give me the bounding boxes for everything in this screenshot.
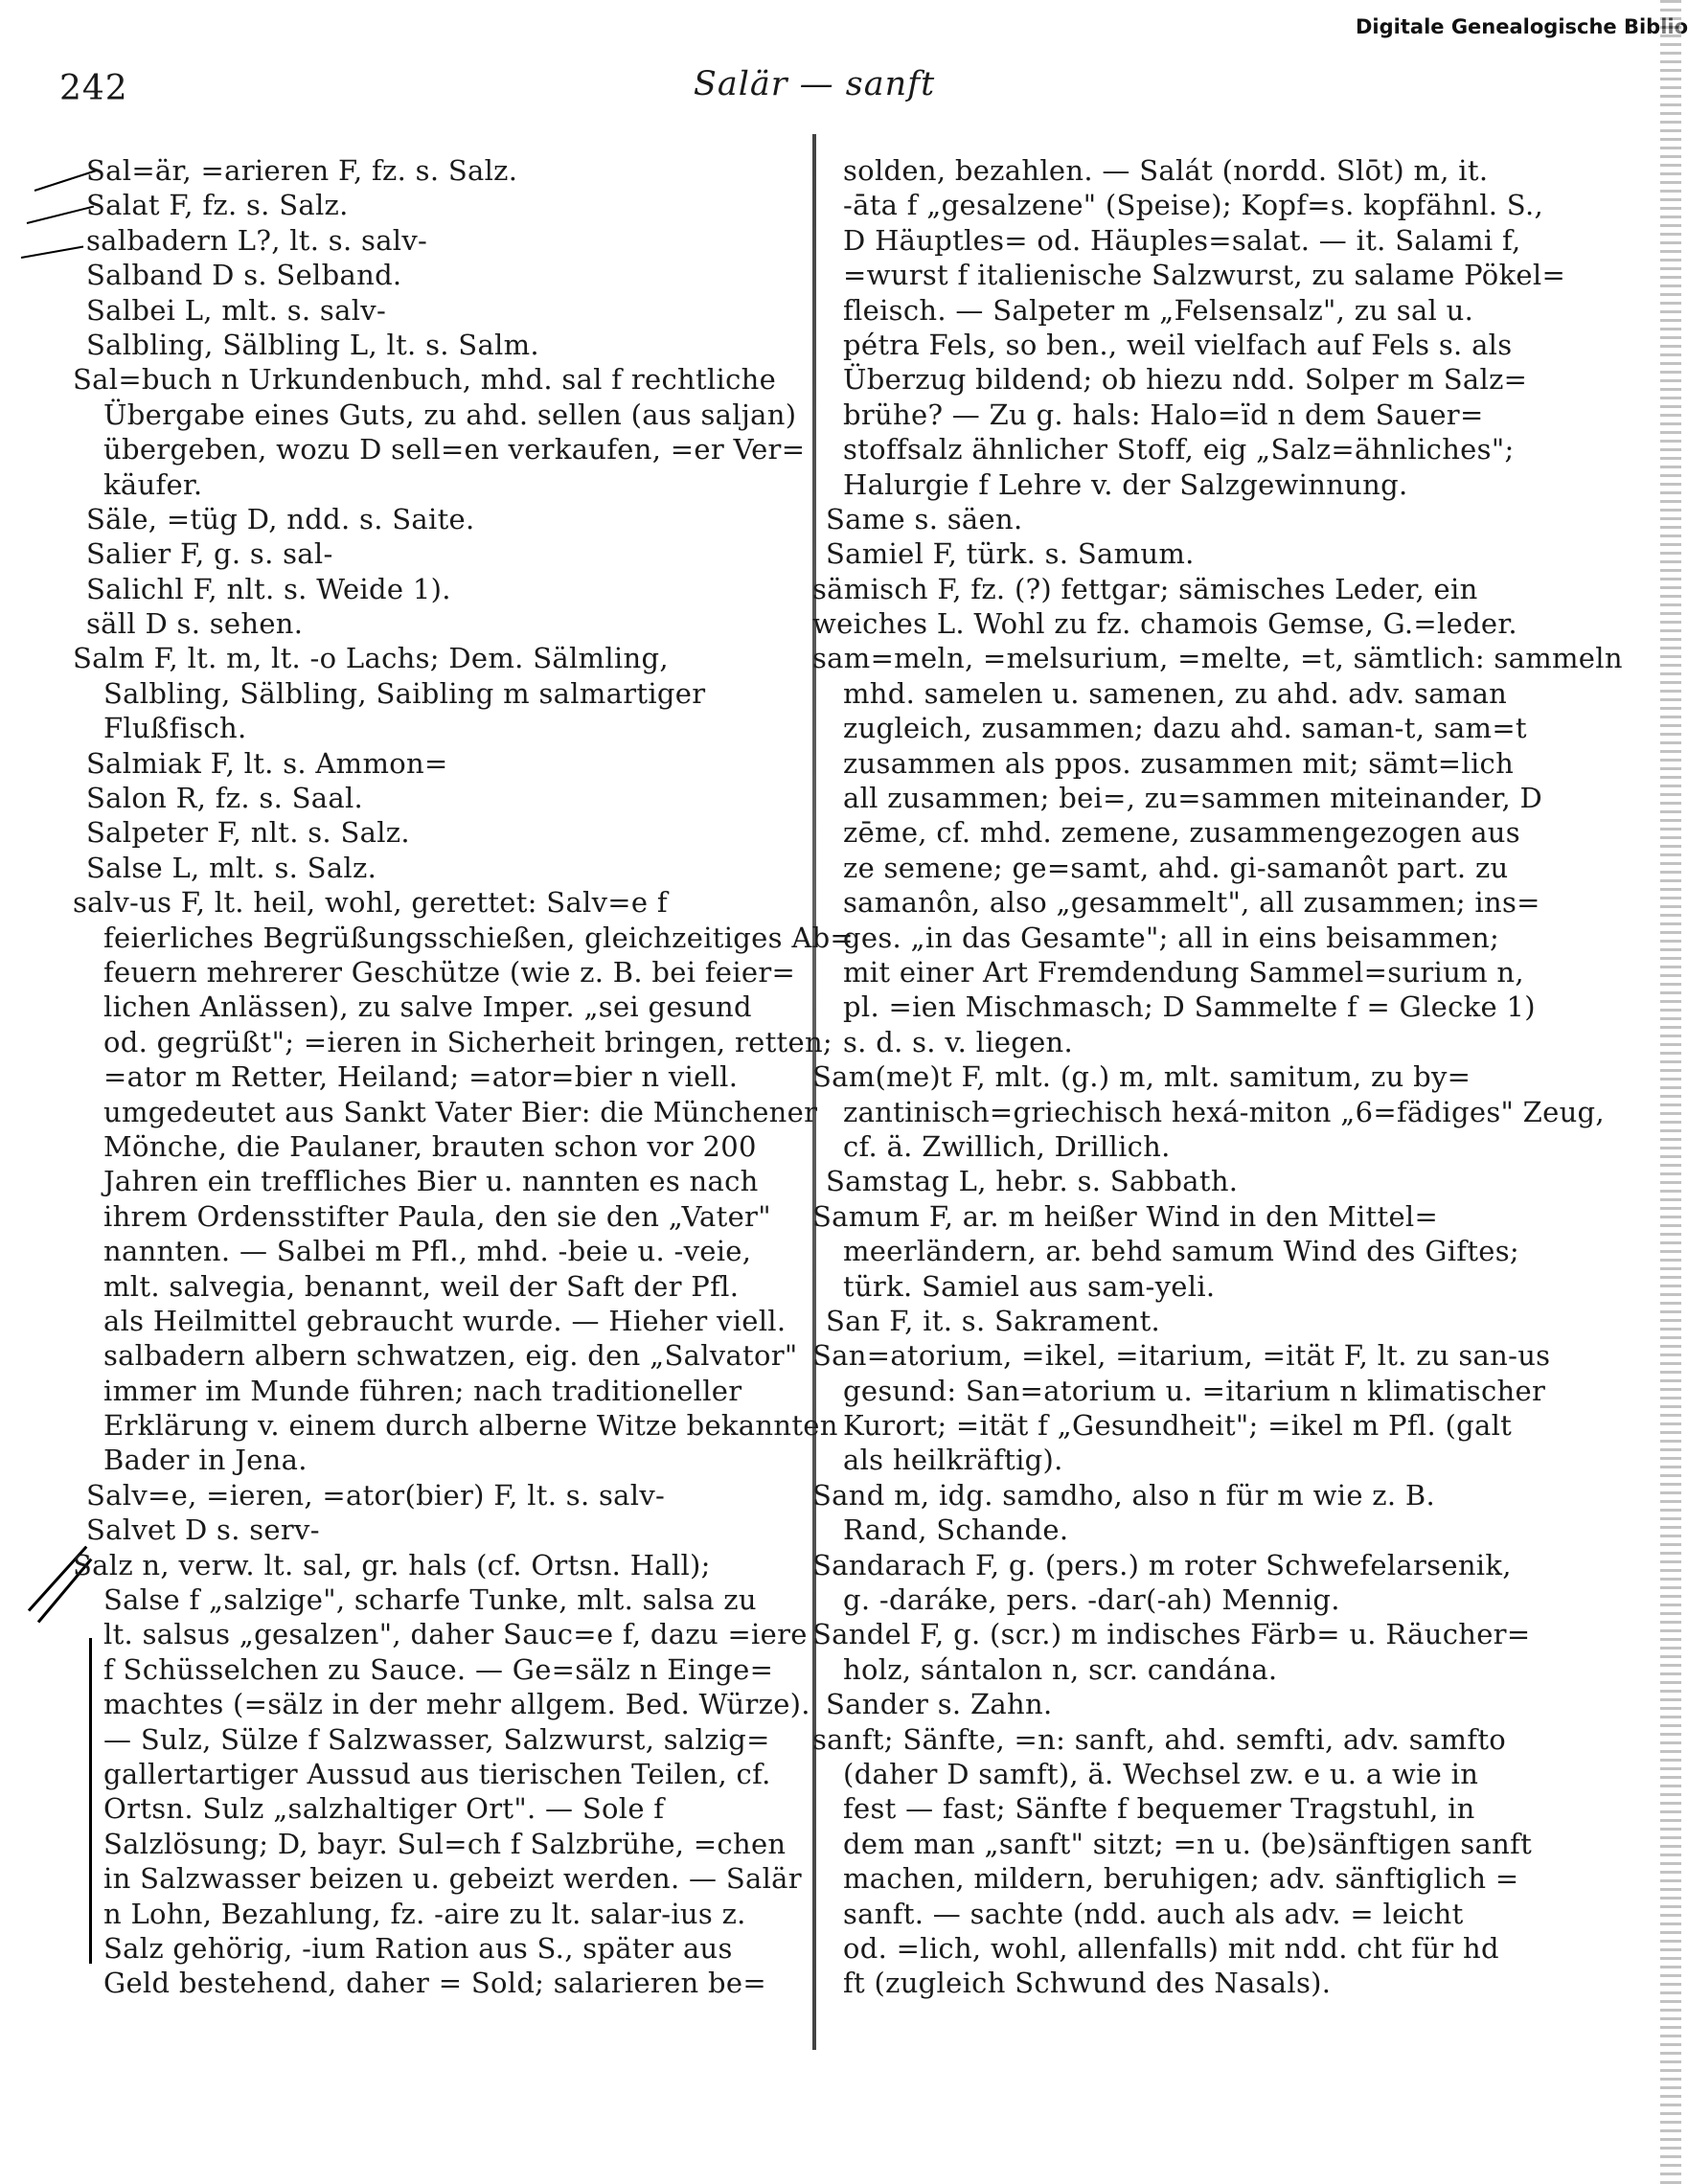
text-line: Halurgie f Lehre v. der Salzgewinnung.: [843, 467, 1408, 501]
text-line: Salbling, Sälbling, Saibling m salmartiger: [103, 676, 706, 710]
text-line: feierliches Begrüßungsschießen, gleichzeitiges Ab=: [103, 921, 855, 954]
library-watermark: Digitale Genealogische Biblio: [1356, 15, 1688, 38]
text-line: salv-us F, lt. heil, wohl, gerettet: Salv=e f: [73, 886, 668, 920]
text-line: Übergabe eines Guts, zu ahd. sellen (aus saljan): [103, 398, 797, 431]
text-line: Salon R, fz. s. Saal.: [86, 782, 364, 815]
text-line: immer im Munde führen; nach traditioneller: [103, 1374, 742, 1407]
text-line: Erklärung v. einem durch alberne Witze bekannten: [103, 1409, 838, 1443]
text-line: Sandel F, g. (scr.) m indisches Färb= u. Räucher=: [812, 1618, 1531, 1651]
text-line: umgedeutet aus Sankt Vater Bier: die Münchener: [103, 1095, 818, 1128]
text-line: Salvet D s. serv-: [86, 1513, 320, 1547]
text-line: Salier F, g. s. sal-: [86, 537, 333, 571]
text-line: als heilkräftig).: [843, 1444, 1063, 1477]
text-line: Salz gehörig, -ium Ration aus S., später aus: [103, 1931, 733, 1965]
text-line: ze semene; ge=samt, ahd. gi-samanôt part. zu: [843, 851, 1509, 884]
text-line: als Heilmittel gebraucht wurde. — Hieher viell.: [103, 1304, 787, 1337]
text-line: samanôn, also „gesammelt", all zusammen; ins=: [843, 886, 1540, 920]
text-line: Salband D s. Selband.: [86, 259, 402, 292]
text-line: Salz n, verw. lt. sal, gr. hals (cf. Ortsn. Hall);: [73, 1548, 711, 1581]
text-line: Salichl F, nlt. s. Weide 1).: [86, 572, 451, 605]
text-line: Salse L, mlt. s. Salz.: [86, 851, 377, 884]
text-line: San=atorium, =ikel, =itarium, =ität F, lt. zu san-us: [812, 1339, 1551, 1373]
text-line: Sal=är, =arieren F, fz. s. Salz.: [86, 154, 518, 187]
text-line: mit einer Art Fremdendung Sammel=surium n,: [843, 955, 1524, 989]
text-line: solden, bezahlen. — Salát (nordd. Slōt) m, it.: [843, 154, 1489, 187]
text-line: übergeben, wozu D sell=en verkaufen, =er Ver=: [103, 433, 806, 466]
text-line: sämisch F, fz. (?) fettgar; sämisches Leder, ein: [812, 572, 1478, 605]
text-line: dem man „sanft" sitzt; =n u. (be)sänftigen sanft: [843, 1827, 1533, 1860]
text-line: stoffsalz ähnlicher Stoff, eig „Salz=ähnliches";: [843, 433, 1515, 466]
text-line: Flußfisch.: [103, 712, 247, 745]
text-line: Samum F, ar. m heißer Wind in den Mittel=: [812, 1199, 1439, 1233]
text-line: San F, it. s. Sakrament.: [826, 1304, 1161, 1337]
text-line: Sal=buch n Urkundenbuch, mhd. sal f rechtliche: [73, 363, 777, 397]
text-line: sam=meln, =melsurium, =melte, =t, sämtlich: sammeln: [812, 642, 1623, 675]
text-line: feuern mehrerer Geschütze (wie z. B. bei feier=: [103, 955, 796, 989]
text-line: nannten. — Salbei m Pfl., mhd. -beie u. -veie,: [103, 1235, 752, 1268]
text-line: -āta f „gesalzene" (Speise); Kopf=s. kopfähnl. S.,: [843, 189, 1543, 222]
text-line: Salzlösung; D, bayr. Sul=ch f Salzbrühe, =chen: [103, 1827, 787, 1860]
text-line: Rand, Schande.: [843, 1513, 1069, 1547]
text-line: ges. „in das Gesamte"; all in eins beisammen;: [843, 921, 1500, 954]
text-line: f Schüsselchen zu Sauce. — Ge=sälz n Einge=: [103, 1652, 774, 1686]
text-line: =wurst f italienische Salzwurst, zu salame Pökel=: [843, 259, 1566, 292]
text-line: lichen Anlässen), zu salve Imper. „sei gesund: [103, 990, 752, 1024]
text-line: sanft; Sänfte, =n: sanft, ahd. semfti, adv. samfto: [812, 1722, 1507, 1756]
text-line: Ortsn. Sulz „salzhaltiger Ort". — Sole f: [103, 1792, 665, 1826]
text-line: cf. ä. Zwillich, Drillich.: [843, 1129, 1171, 1163]
left-column: [73, 153, 855, 2031]
text-line: ft (zugleich Schwund des Nasals).: [843, 1967, 1332, 2000]
text-line: machtes (=sälz in der mehr allgem. Bed. Würze).: [103, 1688, 810, 1721]
text-line: Salbei L, mlt. s. salv-: [86, 293, 387, 327]
text-line: gallertartiger Aussud aus tierischen Teilen, cf.: [103, 1757, 771, 1790]
text-line: fleisch. — Salpeter m „Felsensalz", zu sal u.: [843, 293, 1474, 327]
text-line: Salbling, Sälbling L, lt. s. Salm.: [86, 328, 539, 361]
text-line: Salm F, lt. m, lt. -o Lachs; Dem. Sälmling,: [73, 642, 669, 675]
text-line: zugleich, zusammen; dazu ahd. saman-t, sam=t: [843, 712, 1527, 745]
text-line: gesund: San=atorium u. =itarium n klimatischer: [843, 1374, 1546, 1407]
text-line: salbadern L?, lt. s. salv-: [86, 223, 428, 257]
text-line: Sam(me)t F, mlt. (g.) m, mlt. samitum, zu by=: [812, 1060, 1471, 1094]
text-line: salbadern albern schwatzen, eig. den „Salvator": [103, 1339, 798, 1373]
text-line: Salpeter F, nlt. s. Salz.: [86, 816, 410, 850]
text-line: Überzug bildend; ob hiezu ndd. Solper m Salz=: [843, 363, 1528, 397]
text-line: Samstag L, hebr. s. Sabbath.: [826, 1165, 1239, 1198]
text-line: pétra Fels, so ben., weil vielfach auf Fels s. als: [843, 328, 1513, 361]
text-line: Same s. säen.: [826, 502, 1023, 535]
text-line: zēme, cf. mhd. zemene, zusammengezogen aus: [843, 816, 1520, 850]
text-line: od. =lich, wohl, allenfalls) mit ndd. cht für hd: [843, 1931, 1499, 1965]
text-line: mhd. samelen u. samenen, zu ahd. adv. saman: [843, 676, 1508, 710]
text-line: Sandarach F, g. (pers.) m roter Schwefelarsenik,: [812, 1548, 1512, 1581]
text-line: D Häuptles= od. Häuples=salat. — it. Salami f,: [843, 223, 1521, 257]
text-line: Geld bestehend, daher = Sold; salarieren be=: [103, 1967, 766, 2000]
text-line: lt. salsus „gesalzen", daher Sauc=e f, dazu =iere: [103, 1618, 808, 1651]
text-line: brühe? — Zu g. hals: Halo=ïd n dem Sauer=: [843, 398, 1484, 431]
text-line: s. d. s. v. liegen.: [843, 1025, 1074, 1058]
text-line: Kurort; =ität f „Gesundheit"; =ikel m Pfl. (galt: [843, 1409, 1513, 1443]
text-line: Jahren ein treffliches Bier u. nannten es nach: [103, 1165, 759, 1198]
text-line: Salmiak F, lt. s. Ammon=: [86, 746, 448, 780]
text-line: (daher D samft), ä. Wechsel zw. e u. a wie in: [843, 1757, 1479, 1790]
page-edge-shadow: [1660, 0, 1681, 2184]
right-column: [812, 153, 1623, 2031]
text-line: Salse f „salzige", scharfe Tunke, mlt. salsa zu: [103, 1583, 757, 1617]
text-line: sanft. — sachte (ndd. auch als adv. = leicht: [843, 1897, 1464, 1930]
text-line: türk. Samiel aus sam-yeli.: [843, 1269, 1216, 1303]
text-line: fest — fast; Sänfte f bequemer Tragstuhl, in: [843, 1792, 1475, 1826]
text-line: n Lohn, Bezahlung, fz. -aire zu lt. salar-ius z.: [103, 1897, 746, 1930]
text-line: holz, sántalon n, scr. candána.: [843, 1652, 1278, 1686]
text-line: all zusammen; bei=, zu=sammen miteinander, D: [843, 782, 1543, 815]
text-line: =ator m Retter, Heiland; =ator=bier n viell.: [103, 1060, 739, 1094]
text-line: in Salzwasser beizen u. gebeizt werden. — Salär: [103, 1862, 802, 1896]
text-line: ihrem Ordensstifter Paula, den sie den „Vater": [103, 1199, 771, 1233]
running-head: Salär — sanft: [693, 65, 936, 103]
text-line: mlt. salvegia, benannt, weil der Saft der Pfl.: [103, 1269, 740, 1303]
page-number: 242: [59, 69, 128, 108]
text-line: Salv=e, =ieren, =ator(bier) F, lt. s. salv-: [86, 1478, 666, 1512]
text-line: Säle, =tüg D, ndd. s. Saite.: [86, 502, 475, 535]
text-line: käufer.: [103, 467, 203, 501]
text-line: meerländern, ar. behd samum Wind des Giftes;: [843, 1235, 1519, 1268]
text-line: Salat F, fz. s. Salz.: [86, 189, 349, 222]
text-line: g. -daráke, pers. -dar(-ah) Mennig.: [843, 1583, 1340, 1617]
text-line: säll D s. sehen.: [86, 607, 304, 641]
text-line: zantinisch=griechisch hexá-miton „6=fädiges" Zeug,: [843, 1095, 1605, 1128]
text-line: zusammen als ppos. zusammen mit; sämt=lich: [843, 746, 1515, 780]
text-line: Mönche, die Paulaner, brauten schon vor 200: [103, 1129, 757, 1163]
text-line: Samiel F, türk. s. Samum.: [826, 537, 1195, 571]
text-line: od. gegrüßt"; =ieren in Sicherheit bringen, retten;: [103, 1025, 833, 1058]
text-line: Sand m, idg. samdho, also n für m wie z. B.: [812, 1478, 1436, 1512]
text-line: machen, mildern, beruhigen; adv. sänftiglich =: [843, 1862, 1519, 1896]
text-line: — Sulz, Sülze f Salzwasser, Salzwurst, salzig=: [103, 1722, 770, 1756]
text-line: Bader in Jena.: [103, 1444, 308, 1477]
text-line: weiches L. Wohl zu fz. chamois Gemse, G.=leder.: [812, 607, 1517, 641]
text-line: pl. =ien Mischmasch; D Sammelte f = Glecke 1): [843, 990, 1536, 1024]
text-line: Sander s. Zahn.: [826, 1688, 1053, 1721]
